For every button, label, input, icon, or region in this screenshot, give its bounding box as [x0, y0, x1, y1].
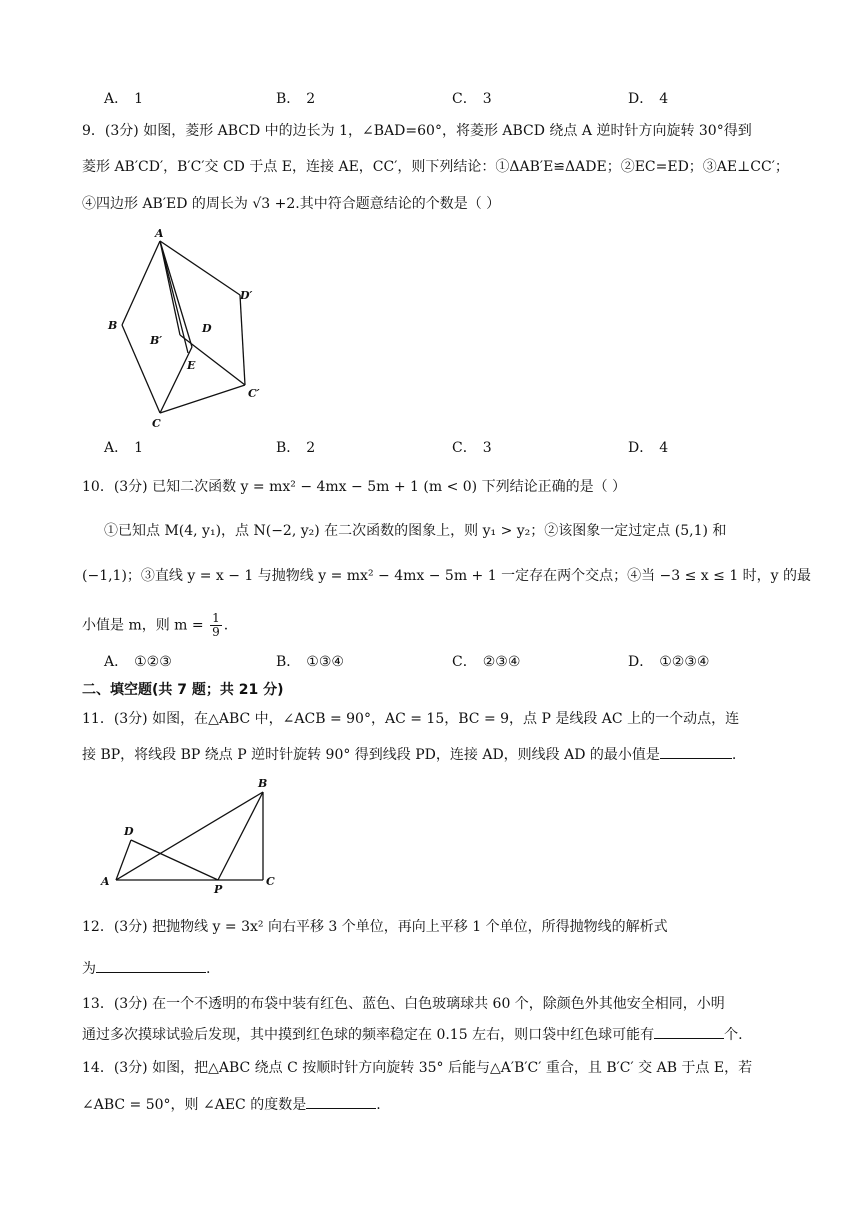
- q9-label-d-prime: D′: [240, 289, 253, 302]
- q8-option-d[interactable]: D． 4: [628, 91, 669, 107]
- q10-line-4: [82, 612, 228, 639]
- q9-line-3: ④四边形 AB′ED 的周长为 √3 +2.其中符合题意结论的个数是（ ）: [82, 196, 501, 212]
- q11-line-2-text: 接 BP，将线段 BP 绕点 P 逆时针旋转 90° 得到线段 PD，连接 AD，则线段 AD 的最小值是: [82, 747, 660, 763]
- q11-line-2: [82, 744, 736, 765]
- q10-options: [104, 652, 804, 672]
- q10-frac-num: 1: [212, 611, 220, 625]
- q11-answer-blank[interactable]: [660, 744, 732, 759]
- q9-option-a[interactable]: A． 1: [104, 440, 144, 456]
- q10-option-d[interactable]: D． ①②③④: [628, 654, 710, 670]
- q9-label-c-prime: C′: [248, 387, 260, 400]
- q10-line-4-pre: 小值是 m，则 m =: [82, 617, 209, 634]
- q14-line-2: [82, 1094, 381, 1115]
- q9-options: [104, 438, 804, 458]
- q9-label-d: D: [202, 322, 212, 335]
- q13-line-1: 13．(3分) 在一个不透明的布袋中装有红色、蓝色、白色玻璃球共 60 个，除颜色外其他安全相同，小明: [82, 996, 725, 1012]
- q10-fraction: [210, 612, 222, 639]
- q9-option-d[interactable]: D． 4: [628, 440, 669, 456]
- section-title-fill-in: 二、填空题(共 7 题；共 21 分): [82, 682, 284, 698]
- q9-label-b-prime: B′: [150, 334, 163, 347]
- q14-line-2-text: ∠ABC = 50°，则 ∠AEC 的度数是: [82, 1097, 307, 1113]
- q9-option-c[interactable]: C． 3: [452, 440, 492, 456]
- q9-label-c: C: [152, 417, 161, 430]
- q11-label-c: C: [266, 875, 275, 888]
- q8-option-a[interactable]: A． 1: [104, 91, 144, 107]
- q12-answer-blank[interactable]: [96, 958, 206, 973]
- q11-label-d: D: [124, 825, 134, 838]
- q11-label-a: A: [101, 875, 110, 888]
- q9-label-a: A: [155, 227, 164, 240]
- q10-option-a[interactable]: A． ①②③: [104, 654, 172, 670]
- q8-options: [104, 89, 804, 109]
- q10-line-3: (−1,1)；③直线 y = x − 1 与抛物线 y = mx² − 4mx − 5m + 1 一定存在两个交点；④当 −3 ≤ x ≤ 1 时，y 的最: [82, 568, 812, 584]
- q14-answer-blank[interactable]: [306, 1094, 376, 1109]
- q13-line-2-text: 通过多次摸球试验后发现，其中摸到红色球的频率稳定在 0.15 左右，则口袋中红色球可能有: [82, 1027, 655, 1043]
- q10-option-b[interactable]: B． ①③④: [276, 654, 344, 670]
- q11-line-1: 11．(3分) 如图，在△ABC 中，∠ACB = 90°，AC = 15，BC = 9，点 P 是线段 AC 上的一个动点，连: [82, 711, 740, 727]
- q8-option-b[interactable]: B． 2: [276, 91, 316, 107]
- q13-answer-blank[interactable]: [654, 1024, 724, 1039]
- q10-option-c[interactable]: C． ②③④: [452, 654, 521, 670]
- q11-figure-lines: [116, 792, 263, 880]
- q14-line-1: 14．(3分) 如图，把△ABC 绕点 C 按顺时针方向旋转 35° 后能与△A′B′C′ 重合，且 B′C′ 交 AB 于点 E，若: [82, 1060, 753, 1076]
- q12-line-1: 12．(3分) 把抛物线 y = 3x² 向右平移 3 个单位，再向上平移 1 个单位，所得抛物线的解析式: [82, 919, 668, 935]
- q9-rhombus-figure: [100, 225, 270, 430]
- q9-label-b: B: [108, 319, 118, 332]
- q12-line-2: [82, 958, 210, 979]
- q11-label-p: P: [214, 883, 223, 896]
- q9-line-1: 9．(3分) 如图，菱形 ABCD 中的边长为 1，∠BAD=60°，将菱形 ABCD 绕点 A 逆时针方向旋转 30°得到: [82, 123, 752, 139]
- q10-line-1: 10．(3分) 已知二次函数 y = mx² − 4mx − 5m + 1 (m < 0) 下列结论正确的是（ ）: [82, 479, 627, 495]
- q9-figure-lines: [122, 241, 245, 413]
- q12-line-2-pre: 为: [82, 961, 96, 977]
- q13-line-2-end: 个.: [724, 1027, 743, 1043]
- q8-option-c[interactable]: C． 3: [452, 91, 492, 107]
- q12-line-2-end: .: [206, 961, 211, 977]
- q11-triangle-figure: [98, 772, 283, 897]
- q13-line-2: [82, 1024, 743, 1045]
- q14-line-2-end: .: [376, 1097, 381, 1113]
- q9-line-2: 菱形 AB′CD′，B′C′交 CD 于点 E，连接 AE，CC′，则下列结论：①ΔAB′E≌ΔADE；②EC=ED；③AE⊥CC′；: [82, 159, 789, 175]
- q11-line-2-end: .: [731, 747, 737, 763]
- q11-label-b: B: [258, 777, 268, 790]
- q10-line-4-post: .: [223, 617, 229, 634]
- q9-label-e: E: [187, 359, 196, 372]
- q10-frac-den: 9: [212, 625, 220, 639]
- q10-line-2: ①已知点 M(4, y₁)，点 N(−2, y₂) 在二次函数的图象上，则 y₁ > y₂；②该图象一定过定点 (5,1) 和: [104, 523, 727, 539]
- q9-option-b[interactable]: B． 2: [276, 440, 316, 456]
